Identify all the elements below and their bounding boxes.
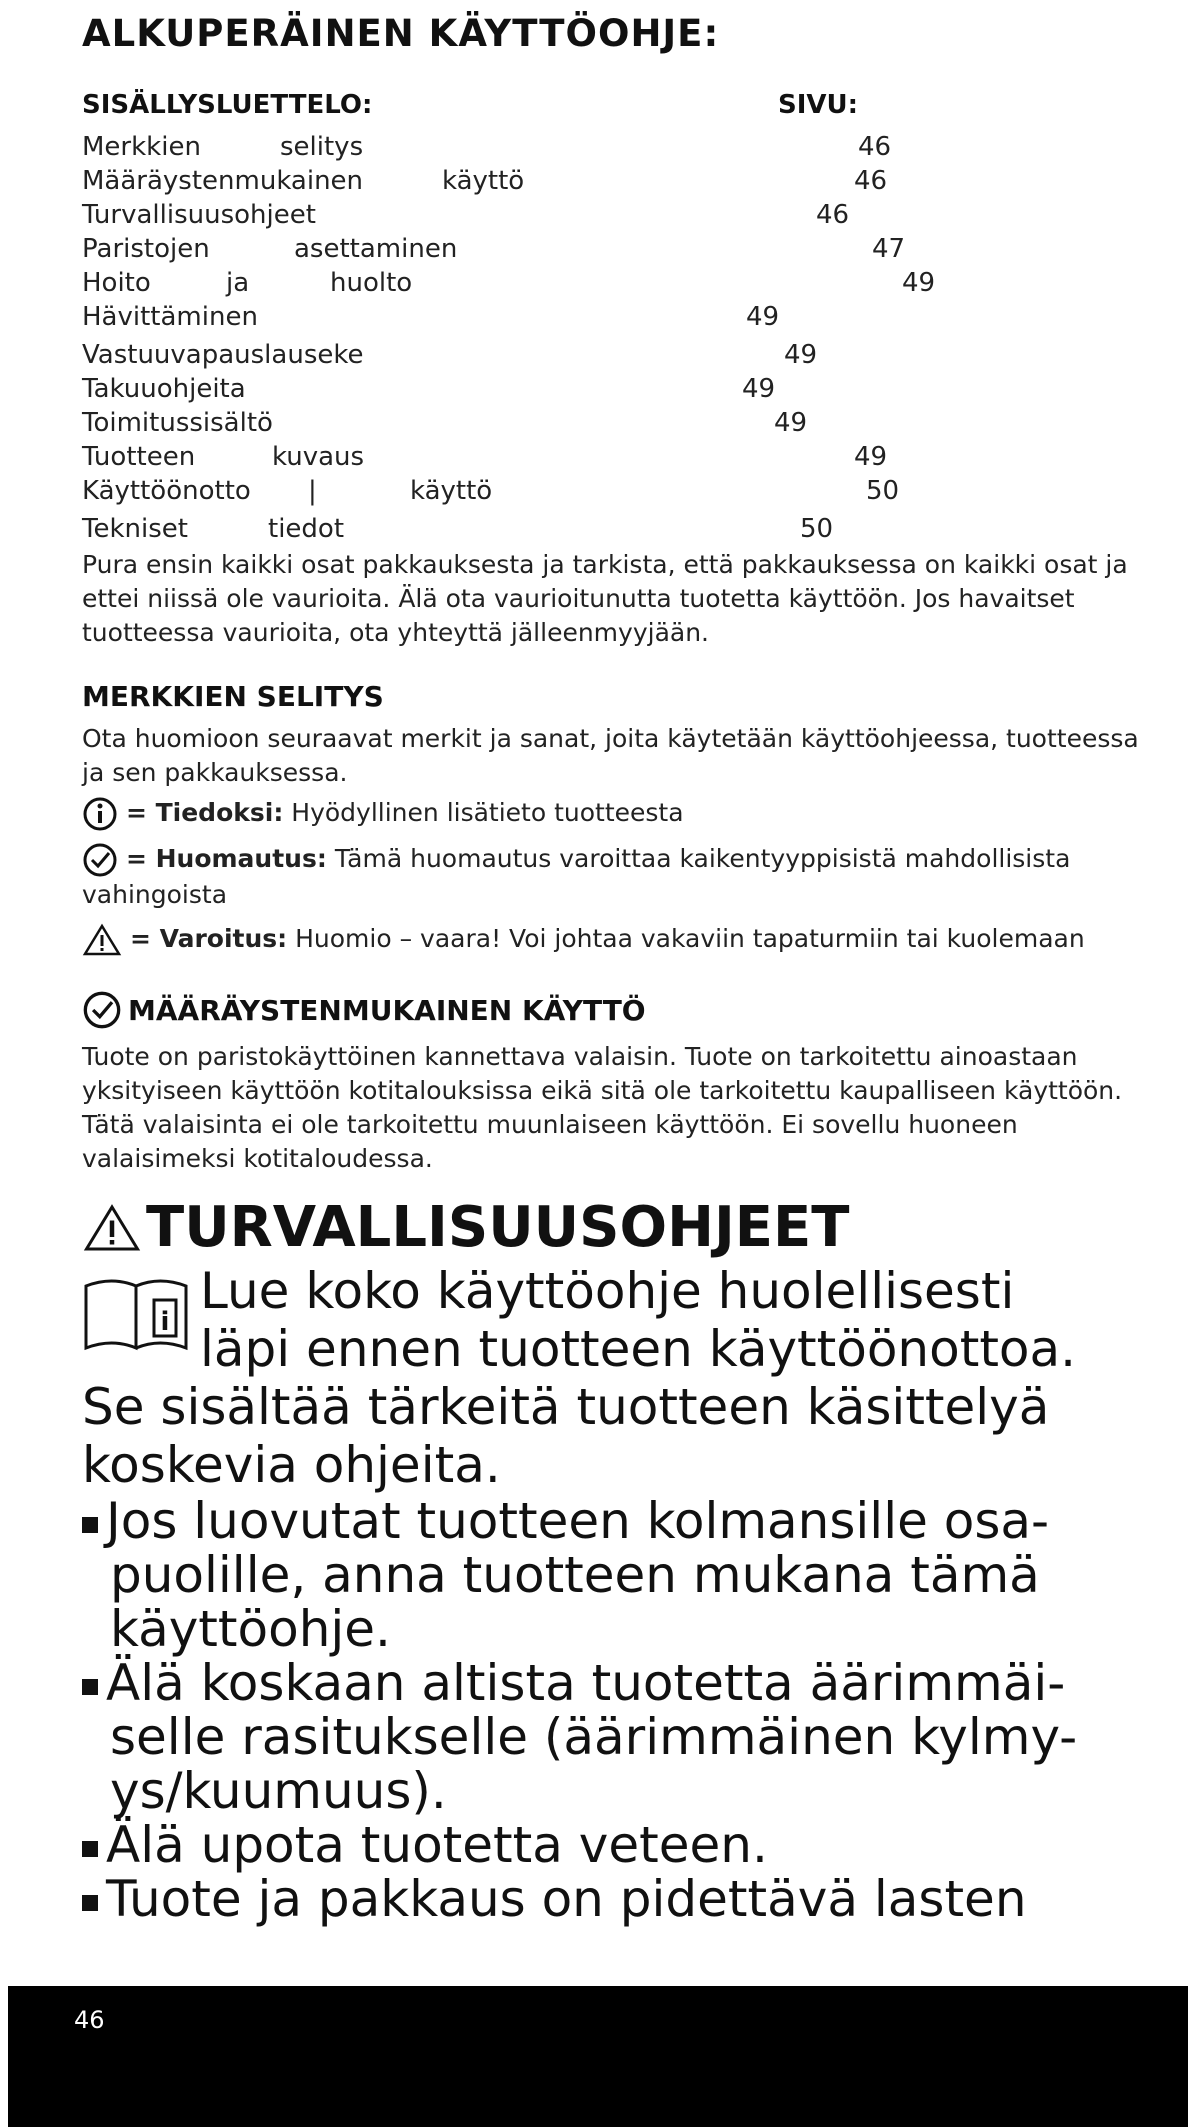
symbols-heading: MERKKIEN SELITYS	[82, 680, 384, 713]
toc-word: |	[308, 476, 317, 506]
bullet-text: Tuote ja pakkaus on pidettävä lasten	[106, 1870, 1027, 1928]
toc-word: Hoito	[82, 268, 151, 298]
toc-word: Käyttöönotto	[82, 476, 251, 506]
read-manual-line-3: Se sisältää tärkeitä tuotteen käsittelyä	[82, 1378, 1050, 1436]
bullet-square-icon	[82, 1679, 98, 1695]
read-manual-line-2: läpi ennen tuotteen käyttöönottoa.	[200, 1320, 1077, 1378]
info-circle-icon	[82, 796, 118, 832]
intended-use-text: Tuote on paristokäyttöinen kannettava valaisin. Tuote on tarkoitettu ainoastaan yksityiseen käyttöön kotitalouksissa eikä sitä ole tarkoitettu kaupalliseen käyttöön. Tätä valaisinta ei ole tarkoitettu muunlaiseen käyttöön. Ei sovellu huoneen valaisimeksi kotitaloudessa.	[82, 1042, 1123, 1173]
toc-word: huolto	[330, 268, 413, 298]
safety-bullet	[82, 1818, 1122, 1872]
toc-word: Hävittäminen	[82, 302, 258, 332]
toc-word: kuvaus	[272, 442, 365, 472]
toc-page-number: 46	[858, 132, 892, 162]
toc-word: Merkkien	[82, 132, 201, 162]
toc-word: Tekniset	[82, 514, 188, 544]
page-title: ALKUPERÄINEN KÄYTTÖOHJE:	[82, 12, 720, 55]
toc-word: asettaminen	[294, 234, 458, 264]
toc-word: ja	[226, 268, 250, 298]
safety-bullet	[82, 1872, 1122, 1926]
read-manual-line-4: koskevia ohjeita.	[82, 1436, 501, 1494]
intended-use-heading	[82, 990, 646, 1030]
bullet-text: puolille, anna tuotteen mukana tämä	[110, 1546, 1040, 1604]
page-footer	[8, 1986, 1188, 2127]
read-manual-icon	[82, 1272, 192, 1352]
intended-use-heading-text: MÄÄRÄYSTENMUKAINEN KÄYTTÖ	[128, 993, 646, 1027]
bullet-text: Jos luovutat tuotteen kolmansille osa-	[106, 1492, 1050, 1550]
bullet-square-icon	[82, 1841, 98, 1857]
legend-warning	[82, 922, 1085, 957]
legend-info-text: Hyödyllinen lisätieto tuotteesta	[291, 798, 684, 827]
safety-bullet	[82, 1494, 1122, 1656]
toc-word: käyttö	[442, 166, 525, 196]
toc-word: Määräystenmukainen	[82, 166, 364, 196]
legend-info-label: = Tiedoksi:	[125, 798, 284, 827]
bullet-square-icon	[82, 1517, 98, 1533]
bullet-square-icon	[82, 1895, 98, 1911]
warning-triangle-icon	[82, 1202, 142, 1254]
legend-note-label: = Huomautus:	[125, 844, 327, 873]
toc-page-heading: SIVU:	[778, 90, 859, 120]
bullet-text: Älä koskaan altista tuotetta äärimmäi-	[106, 1654, 1066, 1712]
toc-page-number: 50	[800, 514, 834, 544]
legend-info	[82, 796, 684, 832]
svg-text:i: i	[160, 1307, 170, 1337]
safety-heading-text: TURVALLISUUSOHJEET	[146, 1195, 850, 1260]
toc-word: Paristojen	[82, 234, 210, 264]
toc-page-number: 49	[774, 408, 808, 438]
page-number: 46	[74, 2006, 105, 2034]
toc-page-number: 49	[784, 340, 818, 370]
check-circle-icon	[82, 842, 118, 878]
legend-note	[82, 842, 1142, 912]
toc-page-number: 46	[816, 200, 850, 230]
intro-paragraph: Pura ensin kaikki osat pakkauksesta ja tarkista, että pakkauksessa on kaikki osat ja ettei niissä ole vaurioita. Älä ota vaurioitunutta tuotetta käyttöön. Jos havaitset tuotteessa vaurioita, ota yhteyttä jälleenmyyjään.	[82, 550, 1128, 647]
toc-word: käyttö	[410, 476, 493, 506]
legend-warning-label: = Varoitus:	[129, 924, 288, 953]
toc-word: Toimitussisältö	[82, 408, 273, 438]
toc-page-number: 49	[742, 374, 776, 404]
toc-page-number: 49	[902, 268, 936, 298]
toc-page-number: 49	[746, 302, 780, 332]
bullet-text: selle rasitukselle (äärimmäinen kylmy-	[110, 1708, 1078, 1766]
legend-note-text: Tämä huomautus varoittaa kaikentyyppisistä mahdollisista vahingoista	[82, 844, 1071, 909]
legend-warning-text: Huomio – vaara! Voi johtaa vakaviin tapaturmiin tai kuolemaan	[295, 924, 1085, 953]
check-circle-icon	[82, 990, 122, 1030]
toc-word: selitys	[280, 132, 364, 162]
toc-page-number: 50	[866, 476, 900, 506]
safety-heading	[82, 1195, 850, 1260]
toc-heading: SISÄLLYSLUETTELO:	[82, 90, 373, 120]
toc-word: Takuuohjeita	[82, 374, 246, 404]
symbols-intro: Ota huomioon seuraavat merkit ja sanat, joita käytetään käyttöohjeessa, tuotteessa ja sen pakkauksessa.	[82, 724, 1139, 787]
bullet-text: käyttöohje.	[110, 1600, 391, 1658]
toc-page-number: 47	[872, 234, 906, 264]
toc-page-number: 46	[854, 166, 888, 196]
toc-page-number: 49	[854, 442, 888, 472]
toc-word: Tuotteen	[82, 442, 196, 472]
toc-word: tiedot	[268, 514, 345, 544]
read-manual-line-1: Lue koko käyttöohje huolellisesti	[200, 1262, 1015, 1320]
warning-triangle-icon	[82, 923, 122, 957]
toc-word: Vastuuvapauslauseke	[82, 340, 364, 370]
bullet-text: ys/kuumuus).	[110, 1762, 447, 1820]
safety-bullet	[82, 1656, 1122, 1818]
bullet-text: Älä upota tuotetta veteen.	[106, 1816, 768, 1874]
toc-word: Turvallisuusohjeet	[82, 200, 316, 230]
